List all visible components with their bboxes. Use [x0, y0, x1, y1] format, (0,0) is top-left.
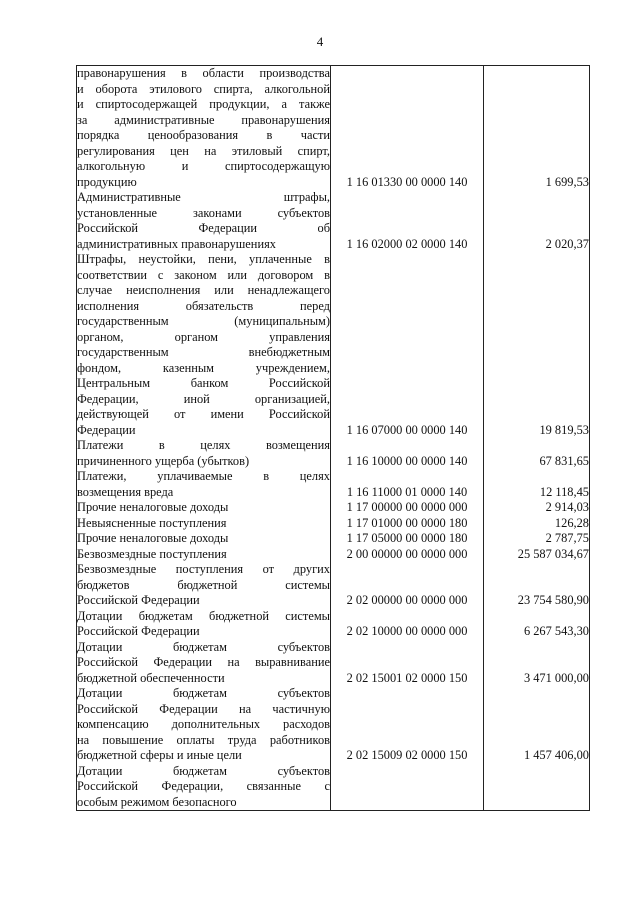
table-row — [77, 500, 590, 516]
revenue-name-line: Дотации бюджетам бюджетной системы — [77, 608, 330, 623]
revenue-name-cell — [77, 640, 331, 687]
revenue-name-line: установленные законами субъектов — [77, 205, 330, 220]
amount-cell: 1 457 406,00 — [484, 686, 590, 764]
revenue-name-line: административных правонарушениях — [77, 236, 276, 251]
revenue-name-line: государственным (муниципальным) — [77, 314, 330, 328]
revenue-name-line: Российской Федерации на частичную — [77, 701, 330, 716]
revenue-name-cell — [77, 252, 331, 438]
amount-cell: 19 819,53 — [484, 252, 590, 438]
revenue-name-cell — [77, 516, 331, 532]
budget-code-cell: 1 17 01000 00 0000 180 — [331, 516, 484, 532]
revenue-name-line: особым режимом безопасного — [77, 794, 237, 809]
revenue-name-cell — [77, 686, 331, 764]
table-row — [77, 469, 590, 500]
revenue-name-line: действующей от имени Российской — [77, 407, 330, 421]
revenue-name-line: случае неисполнения или ненадлежащего — [77, 283, 330, 297]
table-row — [77, 562, 590, 609]
revenue-name-line: бюджетной обеспеченности — [77, 670, 225, 685]
revenue-name-line: Безвозмездные поступления — [77, 546, 227, 561]
revenue-name-line: бюджетной сферы и иные цели — [77, 748, 242, 762]
revenue-name-line: Российской Федерации — [77, 593, 200, 607]
revenue-name-line: Федерации, иной организацией, — [77, 391, 330, 406]
revenue-name-line: Центральным банком Российской — [77, 376, 330, 390]
revenue-name-line: Платежи, уплачиваемые в целях — [77, 469, 330, 483]
table-row — [77, 609, 590, 640]
budget-code-cell: 2 02 15001 02 0000 150 — [331, 640, 484, 687]
revenue-name-line: возмещения вреда — [77, 484, 174, 499]
budget-code-cell: 2 02 15009 02 0000 150 — [331, 686, 484, 764]
amount-cell: 12 118,45 — [484, 469, 590, 500]
amount-cell: 2 787,75 — [484, 531, 590, 547]
table-row — [77, 66, 590, 191]
amount-cell — [484, 764, 590, 811]
revenue-name-line: Российской Федерации, связанные с — [77, 779, 330, 793]
revenue-name-line: Административные штрафы, — [77, 190, 330, 204]
amount-cell: 6 267 543,30 — [484, 609, 590, 640]
revenue-name-line: Прочие неналоговые доходы — [77, 531, 229, 545]
revenue-table — [76, 65, 590, 811]
budget-code-cell: 1 17 00000 00 0000 000 — [331, 500, 484, 516]
table-body — [77, 66, 590, 811]
budget-code-cell: 2 00 00000 00 0000 000 — [331, 547, 484, 563]
revenue-name-line: и оборота этилового спирта, алкогольной — [77, 81, 330, 96]
revenue-name-cell — [77, 190, 331, 252]
revenue-name-line: Невыясненные поступления — [77, 515, 227, 530]
budget-code-cell: 1 17 05000 00 0000 180 — [331, 531, 484, 547]
revenue-name-line: Штрафы, неустойки, пени, уплаченные в — [77, 252, 330, 266]
revenue-name-cell — [77, 531, 331, 547]
amount-cell: 3 471 000,00 — [484, 640, 590, 687]
revenue-name-line: Прочие неналоговые доходы — [77, 500, 229, 514]
budget-code-cell: 1 16 02000 02 0000 140 — [331, 190, 484, 252]
revenue-name-line: регулирования цен на этиловый спирт, — [77, 143, 330, 158]
revenue-name-cell — [77, 66, 331, 191]
revenue-name-cell — [77, 764, 331, 811]
budget-code-cell: 2 02 00000 00 0000 000 — [331, 562, 484, 609]
table-row — [77, 547, 590, 563]
table-row — [77, 438, 590, 469]
budget-code-cell — [331, 764, 484, 811]
revenue-name-cell — [77, 500, 331, 516]
revenue-name-line: Дотации бюджетам субъектов — [77, 686, 330, 700]
revenue-name-cell — [77, 438, 331, 469]
budget-code-cell: 1 16 07000 00 0000 140 — [331, 252, 484, 438]
revenue-name-line: Платежи в целях возмещения — [77, 438, 330, 452]
table-row — [77, 252, 590, 438]
amount-cell: 67 831,65 — [484, 438, 590, 469]
amount-cell: 23 754 580,90 — [484, 562, 590, 609]
table-row — [77, 531, 590, 547]
amount-cell: 1 699,53 — [484, 66, 590, 191]
budget-code-cell: 2 02 10000 00 0000 000 — [331, 609, 484, 640]
revenue-name-line: на повышение оплаты труда работников — [77, 732, 330, 747]
budget-code-cell: 1 16 10000 00 0000 140 — [331, 438, 484, 469]
revenue-name-line: фондом, казенным учреждением, — [77, 360, 330, 375]
revenue-name-line: и спиртосодержащей продукции, а также — [77, 97, 330, 111]
table-row — [77, 516, 590, 532]
revenue-name-line: соответствии с законом или договором в — [77, 267, 330, 282]
revenue-name-line: компенсацию дополнительных расходов — [77, 717, 330, 731]
revenue-name-line: порядка ценообразования в части — [77, 128, 330, 142]
revenue-name-line: Федерации — [77, 422, 136, 437]
revenue-name-line: Дотации бюджетам субъектов — [77, 639, 330, 654]
revenue-name-line: Российской Федерации — [77, 624, 200, 638]
budget-code-cell: 1 16 11000 01 0000 140 — [331, 469, 484, 500]
revenue-name-line: исполнения обязательств перед — [77, 298, 330, 313]
table-row — [77, 686, 590, 764]
revenue-name-line: Российской Федерации об — [77, 221, 330, 235]
amount-cell: 2 020,37 — [484, 190, 590, 252]
revenue-name-line: алкогольную и спиртосодержащую — [77, 159, 330, 173]
revenue-name-line: причиненного ущерба (убытков) — [77, 453, 250, 468]
amount-cell: 2 914,03 — [484, 500, 590, 516]
revenue-name-line: Российской Федерации на выравнивание — [77, 655, 330, 669]
revenue-name-line: бюджетов бюджетной системы — [77, 577, 330, 592]
amount-cell: 126,28 — [484, 516, 590, 532]
revenue-name-cell — [77, 562, 331, 609]
table-row — [77, 640, 590, 687]
revenue-name-cell — [77, 547, 331, 563]
revenue-name-line: органом, органом управления — [77, 329, 330, 344]
revenue-name-line: Безвозмездные поступления от других — [77, 562, 330, 576]
table-row — [77, 764, 590, 811]
revenue-name-cell — [77, 469, 331, 500]
revenue-name-line: продукцию — [77, 174, 137, 189]
page-number: 4 — [316, 34, 324, 49]
revenue-name-line: за административные правонарушения — [77, 112, 330, 127]
amount-cell: 25 587 034,67 — [484, 547, 590, 563]
revenue-name-line: правонарушения в области производства — [77, 66, 330, 80]
table-row — [77, 190, 590, 252]
revenue-name-line: государственным внебюджетным — [77, 345, 330, 359]
revenue-name-line: Дотации бюджетам субъектов — [77, 763, 330, 778]
budget-code-cell: 1 16 01330 00 0000 140 — [331, 66, 484, 191]
revenue-name-cell — [77, 609, 331, 640]
